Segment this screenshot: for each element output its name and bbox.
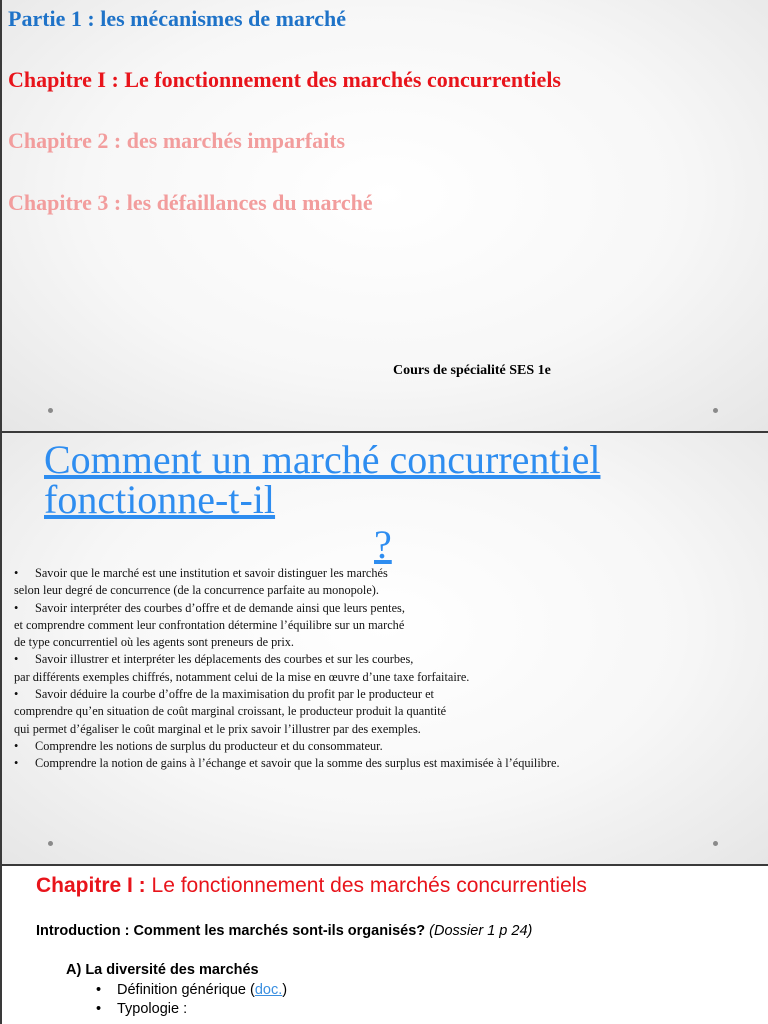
course-label: Cours de spécialité SES 1e	[393, 363, 551, 378]
chapter-3-title: Chapitre 3 : les défaillances du marché	[8, 190, 373, 215]
objective-text: selon leur degré de concurrence (de la concurrence parfaite au monopole).	[14, 583, 379, 598]
bullet: •	[14, 738, 19, 753]
objective-line	[14, 721, 754, 738]
item-text: Typologie :	[117, 1001, 188, 1017]
chapter-label: Chapitre I :	[36, 874, 146, 897]
doc-link[interactable]: doc.	[254, 982, 283, 998]
introduction-line	[36, 923, 532, 939]
bullet: •	[14, 566, 19, 580]
objective-text: Comprendre les notions de surplus du producteur et du consommateur.	[35, 738, 383, 753]
dossier-reference: (Dossier 1 p 24)	[425, 923, 533, 939]
objective-line	[14, 617, 754, 634]
objective-text: comprendre qu’en situation de coût marginal croissant, le producteur produit la quantité	[14, 704, 447, 719]
objective-text: par différents exemples chiffrés, notamment celui de la mise en œuvre d’une taxe forfaitaire.	[14, 669, 470, 684]
objective-text: Savoir illustrer et interpréter les déplacements des courbes et sur les courbes,	[35, 652, 414, 667]
slide-corner-dot	[713, 408, 718, 413]
chapter-1-title: Chapitre I : Le fonctionnement des marchés concurrentiels	[8, 67, 561, 92]
slide-corner-dot	[48, 841, 53, 846]
objective-text: Savoir déduire la courbe d’offre de la maximisation du profit par le producteur et	[35, 687, 434, 702]
bullet: •	[96, 1001, 102, 1017]
objective-text: qui permet d’égaliser le coût marginal et le prix savoir l’illustrer par des exemples.	[14, 721, 421, 736]
item-text: )	[282, 982, 288, 998]
slide-corner-dot	[713, 841, 718, 846]
list-item	[96, 982, 287, 998]
bullet: •	[14, 687, 19, 702]
slide-corner-dot	[48, 408, 53, 413]
slide-objectives	[2, 433, 768, 864]
objective-text: de type concurrentiel où les agents sont preneurs de prix.	[14, 635, 295, 650]
chapter-2-title: Chapitre 2 : des marchés imparfaits	[8, 128, 346, 153]
bullet: •	[14, 756, 19, 771]
objective-text: et comprendre comment leur confrontation détermine l’équilibre sur un marché	[14, 617, 405, 632]
introduction-question: Introduction : Comment les marchés sont-ils organisés?	[36, 923, 426, 939]
objectives-list	[14, 565, 754, 773]
slide-question-title[interactable]: Comment un marché concurrentiel fonctionne-t-il	[44, 437, 601, 522]
objective-line	[14, 755, 754, 772]
part-title: Partie 1 : les mécanismes de marché	[8, 6, 347, 31]
question-mark[interactable]: ?	[374, 522, 392, 567]
bullet: •	[14, 652, 19, 667]
objective-line	[14, 669, 754, 686]
section-a-heading: A) La diversité des marchés	[66, 962, 259, 978]
objective-line	[14, 686, 754, 703]
slide-title-plan	[2, 0, 768, 431]
objective-line	[14, 634, 754, 651]
objective-line	[14, 703, 754, 720]
chapter-heading	[36, 874, 587, 898]
objective-line	[14, 582, 754, 599]
objective-line	[14, 738, 754, 755]
bullet: •	[96, 982, 102, 998]
objective-text: Savoir interpréter des courbes d’offre et de demande ainsi que leurs pentes,	[35, 600, 405, 615]
bullet: •	[14, 600, 19, 615]
objective-line	[14, 651, 754, 668]
objective-text: Savoir que le marché est une institution et savoir distinguer les marchés	[35, 566, 388, 580]
item-text: Définition générique (	[117, 982, 255, 998]
list-item	[96, 1001, 187, 1017]
objective-line	[14, 600, 754, 617]
slide-chapter-intro	[2, 866, 768, 1024]
objective-line	[14, 565, 754, 582]
chapter-heading-text: Le fonctionnement des marchés concurrentiels	[145, 874, 587, 897]
objective-text: Comprendre la notion de gains à l’échange et savoir que la somme des surplus est maximisée à l’équilibre.	[35, 756, 560, 771]
